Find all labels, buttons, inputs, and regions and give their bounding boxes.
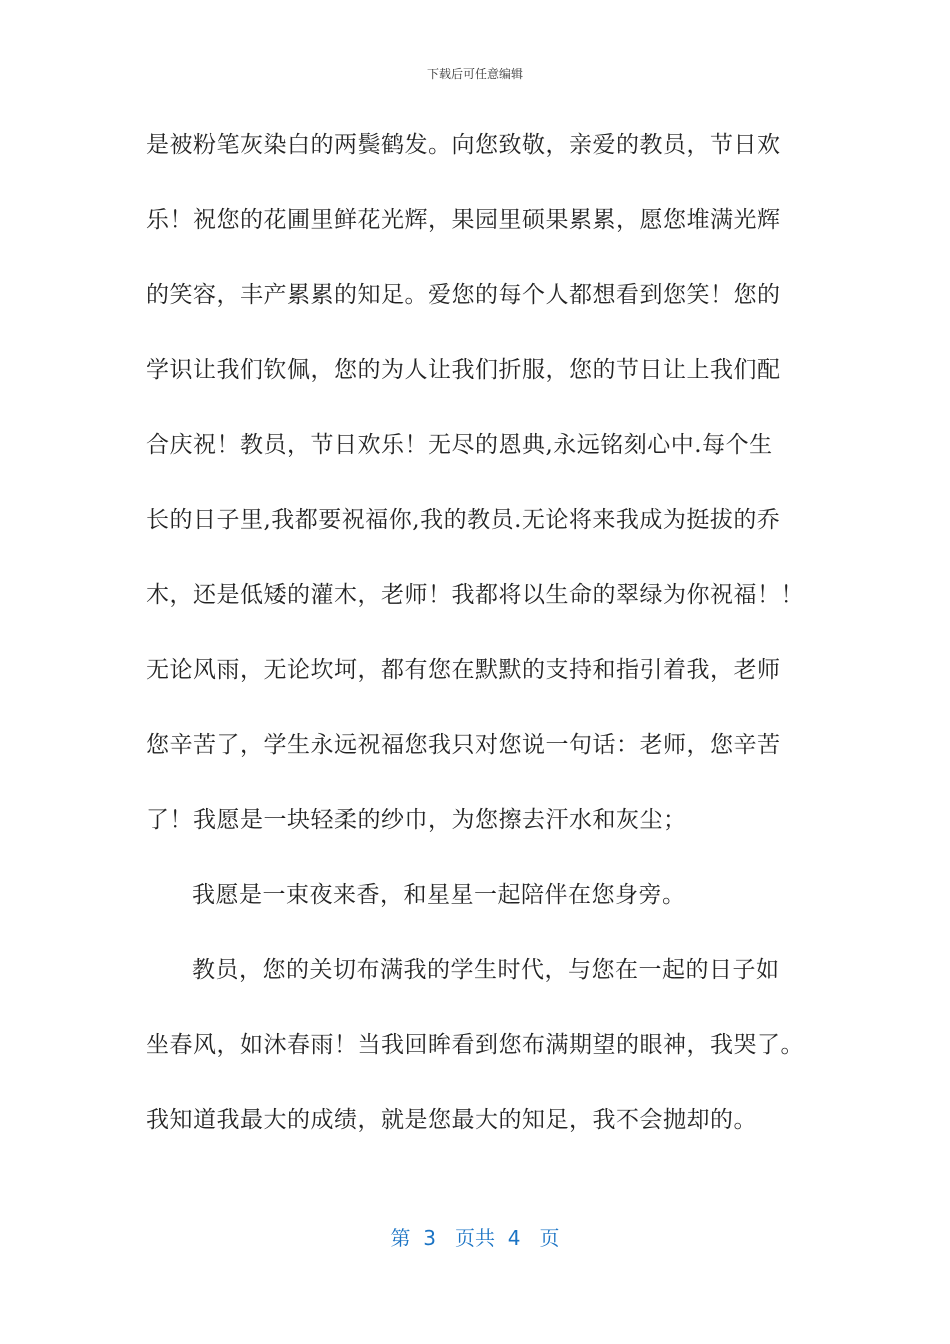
text-line: 学识让我们钦佩，您的为人让我们折服，您的节日让上我们配	[146, 357, 781, 383]
text-line: 无论风雨，无论坎坷，都有您在默默的支持和指引着我，老师	[146, 657, 781, 683]
paragraph-start-line: 教员，您的关切布满我的学生时代，与您在一起的日子如	[192, 957, 780, 983]
text-line: 是被粉笔灰染白的两鬓鹤发。向您致敬，亲爱的教员，节日欢	[146, 132, 781, 158]
page-header: 下载后可任意编辑	[426, 67, 523, 81]
text-line: 长的日子里,我都要祝福你,我的教员.无论将来我成为挺拔的乔	[146, 507, 781, 533]
document-body	[146, 121, 836, 1171]
text-line: 坐春风，如沐春雨！当我回眸看到您布满期望的眼神，我哭了。	[146, 1032, 804, 1058]
page-number-footer: 第 3 页共 4 页	[390, 1226, 560, 1250]
text-line: 的笑容，丰产累累的知足。爱您的每个人都想看到您笑！您的	[146, 282, 781, 308]
paragraph-start-line: 我愿是一束夜来香，和星星一起陪伴在您身旁。	[192, 882, 686, 908]
text-line: 乐！祝您的花圃里鲜花光辉，果园里硕果累累，愿您堆满光辉	[146, 207, 781, 233]
text-line: 合庆祝！教员，节日欢乐！无尽的恩典,永远铭刻心中.每个生	[146, 432, 773, 458]
text-line: 木，还是低矮的灌木，老师！我都将以生命的翠绿为你祝福！！	[146, 582, 804, 608]
text-line: 了！我愿是一块轻柔的纱巾，为您擦去汗水和灰尘；	[146, 807, 687, 833]
text-line: 我知道我最大的成绩，就是您最大的知足，我不会抛却的。	[146, 1107, 757, 1133]
text-line: 您辛苦了，学生永远祝福您我只对您说一句话：老师，您辛苦	[146, 732, 781, 758]
